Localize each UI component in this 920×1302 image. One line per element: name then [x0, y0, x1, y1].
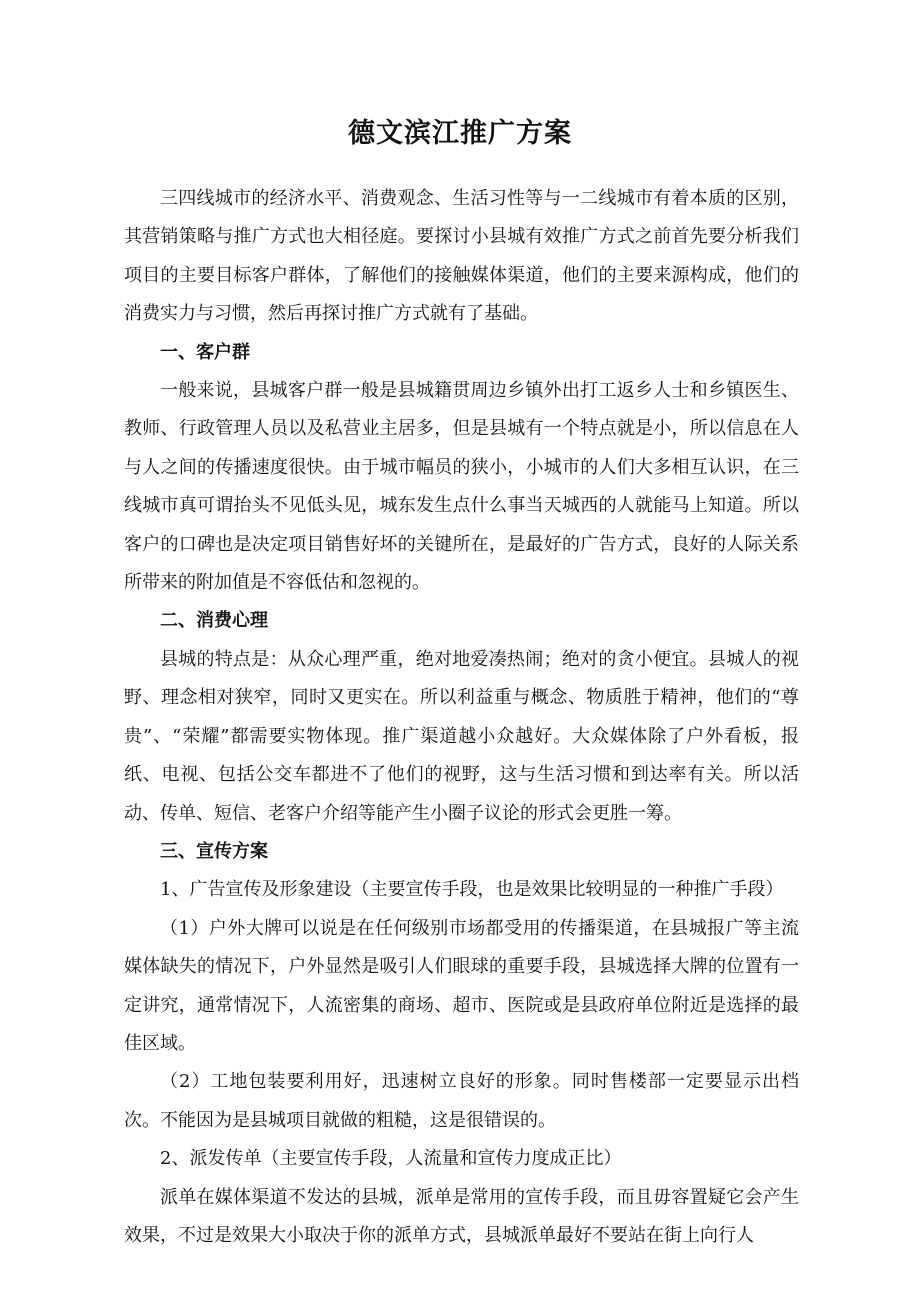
- promotion-item-site-packaging: （2）工地包装要利用好，迅速树立良好的形象。同时售楼部一定要显示出档次。不能因为是县城项目就做的粗糙，这是很错误的。: [124, 1071, 799, 1131]
- section-heading-customers: 一、客户群: [160, 341, 250, 363]
- section-heading-psychology: 二、消费心理: [160, 610, 268, 632]
- section-heading-promotion: 三、宣传方案: [160, 840, 268, 862]
- promotion-item-billboards: （1）户外大牌可以说是在任何级别市场都受用的传播渠道，在县城报广等主流媒体缺失的情况下，户外显然是吸引人们眼球的重要手段，县城选择大牌的位置有一定讲究，通常情况下，人流密集的商场、超市、医院或是县政府单位附近是选择的最佳区域。: [124, 917, 799, 1054]
- promotion-item-flyers: 2、派发传单（主要宣传手段，人流量和宣传力度成正比）: [160, 1148, 622, 1170]
- customers-paragraph: 一般来说，县城客户群一般是县城籍贯周边乡镇外出打工返乡人士和乡镇医生、教师、行政管理人员以及私营业主居多，但是县城有一个特点就是小，所以信息在人与人之间的传播速度很快。由于城市幅员的狭小，小城市的人们大多相互认识，在三线城市真可谓抬头不见低头见，城东发生点什么事当天城西的人就能马上知道。所以客户的口碑也是决定项目销售好坏的关键所在，是最好的广告方式，良好的人际关系所带来的附加值是不容低估和忽视的。: [124, 380, 799, 594]
- document-body: [124, 180, 799, 1255]
- document-title: 德文滨江推广方案: [348, 118, 572, 149]
- psychology-paragraph: 县城的特点是：从众心理严重，绝对地爱凑热闹；绝对的贪小便宜。县城人的视野、理念相对狭窄，同时又更实在。所以利益重与概念、物质胜于精神，他们的“尊贵”、“荣耀”都需要实物体现。推广渠道越小众越好。大众媒体除了户外看板，报纸、电视、包括公交车都进不了他们的视野，这与生活习惯和到达率有关。所以活动、传单、短信、老客户介绍等能产生小圈子议论的形式会更胜一筹。: [124, 648, 799, 824]
- promotion-item-advertising: 1、广告宣传及形象建设（主要宣传手段，也是效果比较明显的一种推广手段）: [160, 879, 784, 901]
- intro-paragraph: 三四线城市的经济水平、消费观念、生活习性等与一二线城市有着本质的区别，其营销策略与推广方式也大相径庭。要探讨小县城有效推广方式之前首先要分析我们项目的主要目标客户群体，了解他们的接触媒体渠道，他们的主要来源构成，他们的消费实力与习惯，然后再探讨推广方式就有了基础。: [124, 188, 799, 325]
- flyers-paragraph: 派单在媒体渠道不发达的县城，派单是常用的宣传手段，而且毋容置疑它会产生效果，不过是效果大小取决于你的派单方式，县城派单最好不要站在街上向行人: [124, 1186, 799, 1246]
